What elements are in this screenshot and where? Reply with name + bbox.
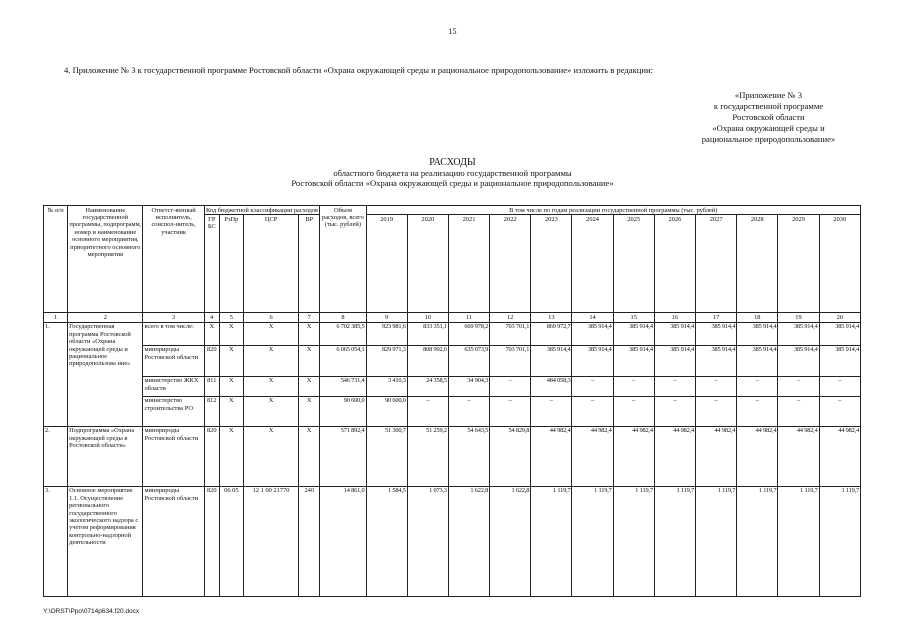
header-responsible: Ответст-венный исполнитель, соиспол-нитель, участник — [143, 206, 204, 313]
appendix-note-line: рациональное природопользование» — [701, 134, 836, 144]
header-year: 2019 — [366, 215, 407, 313]
row-responsible: минприроды Ростовской области — [143, 426, 204, 486]
row-year-value: – — [490, 376, 531, 396]
row-vr: Х — [299, 345, 320, 376]
row-year-value: 484 058,3 — [531, 376, 572, 396]
title-line: областного бюджета на реализацию государственной программы — [333, 168, 572, 178]
row-vr: Х — [299, 376, 320, 396]
header-csr: ЦСР — [243, 215, 298, 313]
row-year-value: 385 914,4 — [654, 345, 695, 376]
row-year-value: 1 622,8 — [490, 486, 531, 596]
row-year-value: – — [448, 396, 489, 426]
row-year-value: 1 119,7 — [696, 486, 737, 596]
column-number: 15 — [613, 313, 654, 322]
row-year-value: – — [572, 396, 613, 426]
row-total: 6 065 054,1 — [320, 345, 366, 376]
row-grbs: 820 — [204, 486, 219, 596]
column-number: 8 — [320, 313, 366, 322]
row-grbs: 820 — [204, 345, 219, 376]
column-number: 6 — [243, 313, 298, 322]
row-rzpr: Х — [219, 426, 243, 486]
intro-paragraph: 4. Приложение № 3 к государственной программе Ростовской области «Охрана окружающей среды и рациональное природопользование» изложить в редакции: — [64, 65, 653, 75]
row-number: 1. — [44, 322, 68, 426]
header-year: 2029 — [778, 215, 819, 313]
row-year-value: 829 971,3 — [366, 345, 407, 376]
row-responsible: минприроды Ростовской области — [143, 345, 204, 376]
row-year-value: – — [613, 396, 654, 426]
row-year-value: 54 643,5 — [448, 426, 489, 486]
header-row — [44, 206, 861, 215]
row-vr: Х — [299, 426, 320, 486]
appendix-note-line: к государственной программе — [713, 101, 824, 111]
row-total: 6 702 385,5 — [320, 322, 366, 345]
column-number: 4 — [204, 313, 219, 322]
row-year-value: – — [490, 396, 531, 426]
row-year-value: – — [819, 396, 860, 426]
row-year-value: – — [778, 396, 819, 426]
row-year-value: 44 982,4 — [696, 426, 737, 486]
row-year-value: 44 982,4 — [654, 426, 695, 486]
row-rzpr: Х — [219, 345, 243, 376]
column-number: 5 — [219, 313, 243, 322]
row-csr: 12 1 00 21770 — [243, 486, 298, 596]
column-number: 14 — [572, 313, 613, 322]
column-number-row — [44, 313, 861, 322]
row-grbs: 820 — [204, 426, 219, 486]
header-volume: Объем расходов, всего (тыс. рублей) — [320, 206, 366, 313]
column-number: 12 — [490, 313, 531, 322]
row-year-value: – — [819, 376, 860, 396]
row-year-value: 385 914,4 — [572, 322, 613, 345]
row-responsible: минприроды Ростовской области — [143, 486, 204, 596]
row-year-value: 24 358,5 — [407, 376, 448, 396]
row-year-value: 1 119,7 — [572, 486, 613, 596]
row-year-value: 1 119,7 — [654, 486, 695, 596]
page-number: 15 — [448, 27, 457, 36]
row-year-value: – — [531, 396, 572, 426]
row-year-value: 385 914,4 — [613, 322, 654, 345]
row-year-value: 385 914,4 — [778, 322, 819, 345]
header-year: 2021 — [448, 215, 489, 313]
header-year: 2025 — [613, 215, 654, 313]
row-year-value: 869 972,7 — [531, 322, 572, 345]
row-year-value: – — [654, 376, 695, 396]
row-year-value: – — [778, 376, 819, 396]
row-year-value: 1 622,8 — [448, 486, 489, 596]
column-number: 13 — [531, 313, 572, 322]
row-responsible: министерство строительства РО — [143, 396, 204, 426]
column-number: 1 — [44, 313, 68, 322]
row-year-value: – — [696, 396, 737, 426]
header-by-years: В том числе по годам реализации государственной программы (тыс. рублей) — [366, 206, 860, 215]
row-year-value: 3 410,3 — [366, 376, 407, 396]
expenses-table — [43, 205, 861, 597]
column-number: 3 — [143, 313, 204, 322]
row-year-value: 54 829,8 — [490, 426, 531, 486]
header-year: 2030 — [819, 215, 860, 313]
row-rzpr: Х — [219, 376, 243, 396]
column-number: 16 — [654, 313, 695, 322]
row-year-value: 44 982,4 — [778, 426, 819, 486]
header-grbs: ГР БС — [204, 215, 219, 313]
row-vr: Х — [299, 396, 320, 426]
column-number: 7 — [299, 313, 320, 322]
row-year-value: 385 914,4 — [737, 345, 778, 376]
column-number: 19 — [778, 313, 819, 322]
header-classification: Код бюджетной классификации расходов — [206, 206, 319, 214]
header-year: 2022 — [490, 215, 531, 313]
header-year: 2026 — [654, 215, 695, 313]
row-year-value: 669 978,2 — [448, 322, 489, 345]
appendix-note-line: «Охрана окружающей среды и — [712, 123, 825, 133]
row-rzpr: 06 05 — [219, 486, 243, 596]
row-year-value: – — [696, 376, 737, 396]
document-title — [0, 158, 905, 188]
header-year: 2028 — [737, 215, 778, 313]
row-total: 546 731,4 — [320, 376, 366, 396]
row-year-value: 385 914,4 — [696, 322, 737, 345]
column-number: 11 — [448, 313, 489, 322]
row-year-value: 385 914,4 — [819, 345, 860, 376]
table-row — [44, 322, 861, 345]
header-year: 2027 — [696, 215, 737, 313]
row-year-value: 90 600,0 — [366, 396, 407, 426]
row-year-value: 44 982,4 — [613, 426, 654, 486]
row-year-value: 44 982,4 — [737, 426, 778, 486]
row-year-value: 1 119,7 — [531, 486, 572, 596]
appendix-note — [676, 90, 861, 145]
row-number: 3. — [44, 486, 68, 596]
appendix-note-line: «Приложение № 3 — [734, 90, 803, 100]
row-year-value: 51 259,2 — [407, 426, 448, 486]
row-csr: Х — [243, 396, 298, 426]
row-year-value: 385 914,4 — [531, 345, 572, 376]
row-year-value: – — [407, 396, 448, 426]
row-year-value: 635 073,9 — [448, 345, 489, 376]
header-rzpr: РзПр — [219, 215, 243, 313]
title-main: РАСХОДЫ — [429, 157, 476, 168]
row-year-value: 1 584,5 — [366, 486, 407, 596]
table-row — [44, 345, 861, 376]
row-total: 90 600,0 — [320, 396, 366, 426]
column-number: 9 — [366, 313, 407, 322]
row-year-value: – — [654, 396, 695, 426]
row-year-value: 385 914,4 — [654, 322, 695, 345]
row-rzpr: Х — [219, 396, 243, 426]
appendix-note-line: Ростовской области — [732, 112, 805, 122]
row-year-value: 44 982,4 — [819, 426, 860, 486]
row-number: 2. — [44, 426, 68, 486]
table-row — [44, 396, 861, 426]
row-year-value: 385 914,4 — [613, 345, 654, 376]
row-year-value: 385 914,4 — [737, 322, 778, 345]
row-year-value: 833 351,1 — [407, 322, 448, 345]
row-year-value: – — [613, 376, 654, 396]
column-number: 2 — [68, 313, 143, 322]
row-year-value: 385 914,4 — [778, 345, 819, 376]
row-responsible: министерство ЖКХ области — [143, 376, 204, 396]
table-row — [44, 426, 861, 486]
table-row — [44, 486, 861, 596]
row-total: 14 861,0 — [320, 486, 366, 596]
header-year: 2020 — [407, 215, 448, 313]
expenses-table-wrapper — [43, 205, 861, 597]
row-grbs: 811 — [204, 376, 219, 396]
row-year-value: 44 982,4 — [572, 426, 613, 486]
row-name: Основное мероприятие 1.1. Осуществление регионального государственного экологического надзора с учетом реформирования контрольно-надзорной деятельности — [68, 486, 143, 596]
row-year-value: 1 119,7 — [737, 486, 778, 596]
row-year-value: 703 701,1 — [490, 345, 531, 376]
row-vr: Х — [299, 322, 320, 345]
row-year-value: 1 119,7 — [819, 486, 860, 596]
row-csr: Х — [243, 426, 298, 486]
row-year-value: 44 982,4 — [531, 426, 572, 486]
row-year-value: 385 914,4 — [572, 345, 613, 376]
column-number: 18 — [737, 313, 778, 322]
header-year: 2023 — [531, 215, 572, 313]
row-responsible: всего в том числе: — [143, 322, 204, 345]
table-row — [44, 376, 861, 396]
row-year-value: – — [737, 376, 778, 396]
column-number: 10 — [407, 313, 448, 322]
title-line: Ростовской области «Охрана окружающей среды и рациональное природопользование» — [291, 178, 614, 188]
row-year-value: 51 300,7 — [366, 426, 407, 486]
row-year-value: – — [737, 396, 778, 426]
row-year-value: 385 914,4 — [819, 322, 860, 345]
footer-file-path: Y:\ORST\Ppo\0714p634.f20.docx — [43, 608, 140, 615]
column-number: 20 — [819, 313, 860, 322]
row-year-value: 1 073,3 — [407, 486, 448, 596]
row-year-value: 923 981,6 — [366, 322, 407, 345]
row-name: Подпрограмма «Охрана окружающей среды в Ростовской области» — [68, 426, 143, 486]
header-no: № п/п — [44, 206, 68, 313]
row-csr: Х — [243, 376, 298, 396]
row-total: 571 892,4 — [320, 426, 366, 486]
row-year-value: 1 119,7 — [778, 486, 819, 596]
row-year-value: 703 701,1 — [490, 322, 531, 345]
header-year: 2024 — [572, 215, 613, 313]
header-name: Наименование государственной программы, подпрограмм, номер и наименование основного мероприятия, приоритетного основного мероприятия — [68, 206, 143, 313]
header-vr: ВР — [299, 215, 320, 313]
row-year-value: 34 904,3 — [448, 376, 489, 396]
row-year-value: 808 992,6 — [407, 345, 448, 376]
row-rzpr: Х — [219, 322, 243, 345]
row-year-value: – — [572, 376, 613, 396]
row-csr: Х — [243, 345, 298, 376]
row-name: Государственная программа Ростовской области «Охрана окружающей среды и рациональное природопользова ние» — [68, 322, 143, 426]
row-year-value: 1 119,7 — [613, 486, 654, 596]
row-grbs: 812 — [204, 396, 219, 426]
row-csr: Х — [243, 322, 298, 345]
row-grbs: Х — [204, 322, 219, 345]
column-number: 17 — [696, 313, 737, 322]
row-vr: 240 — [299, 486, 320, 596]
row-year-value: 385 914,4 — [696, 345, 737, 376]
